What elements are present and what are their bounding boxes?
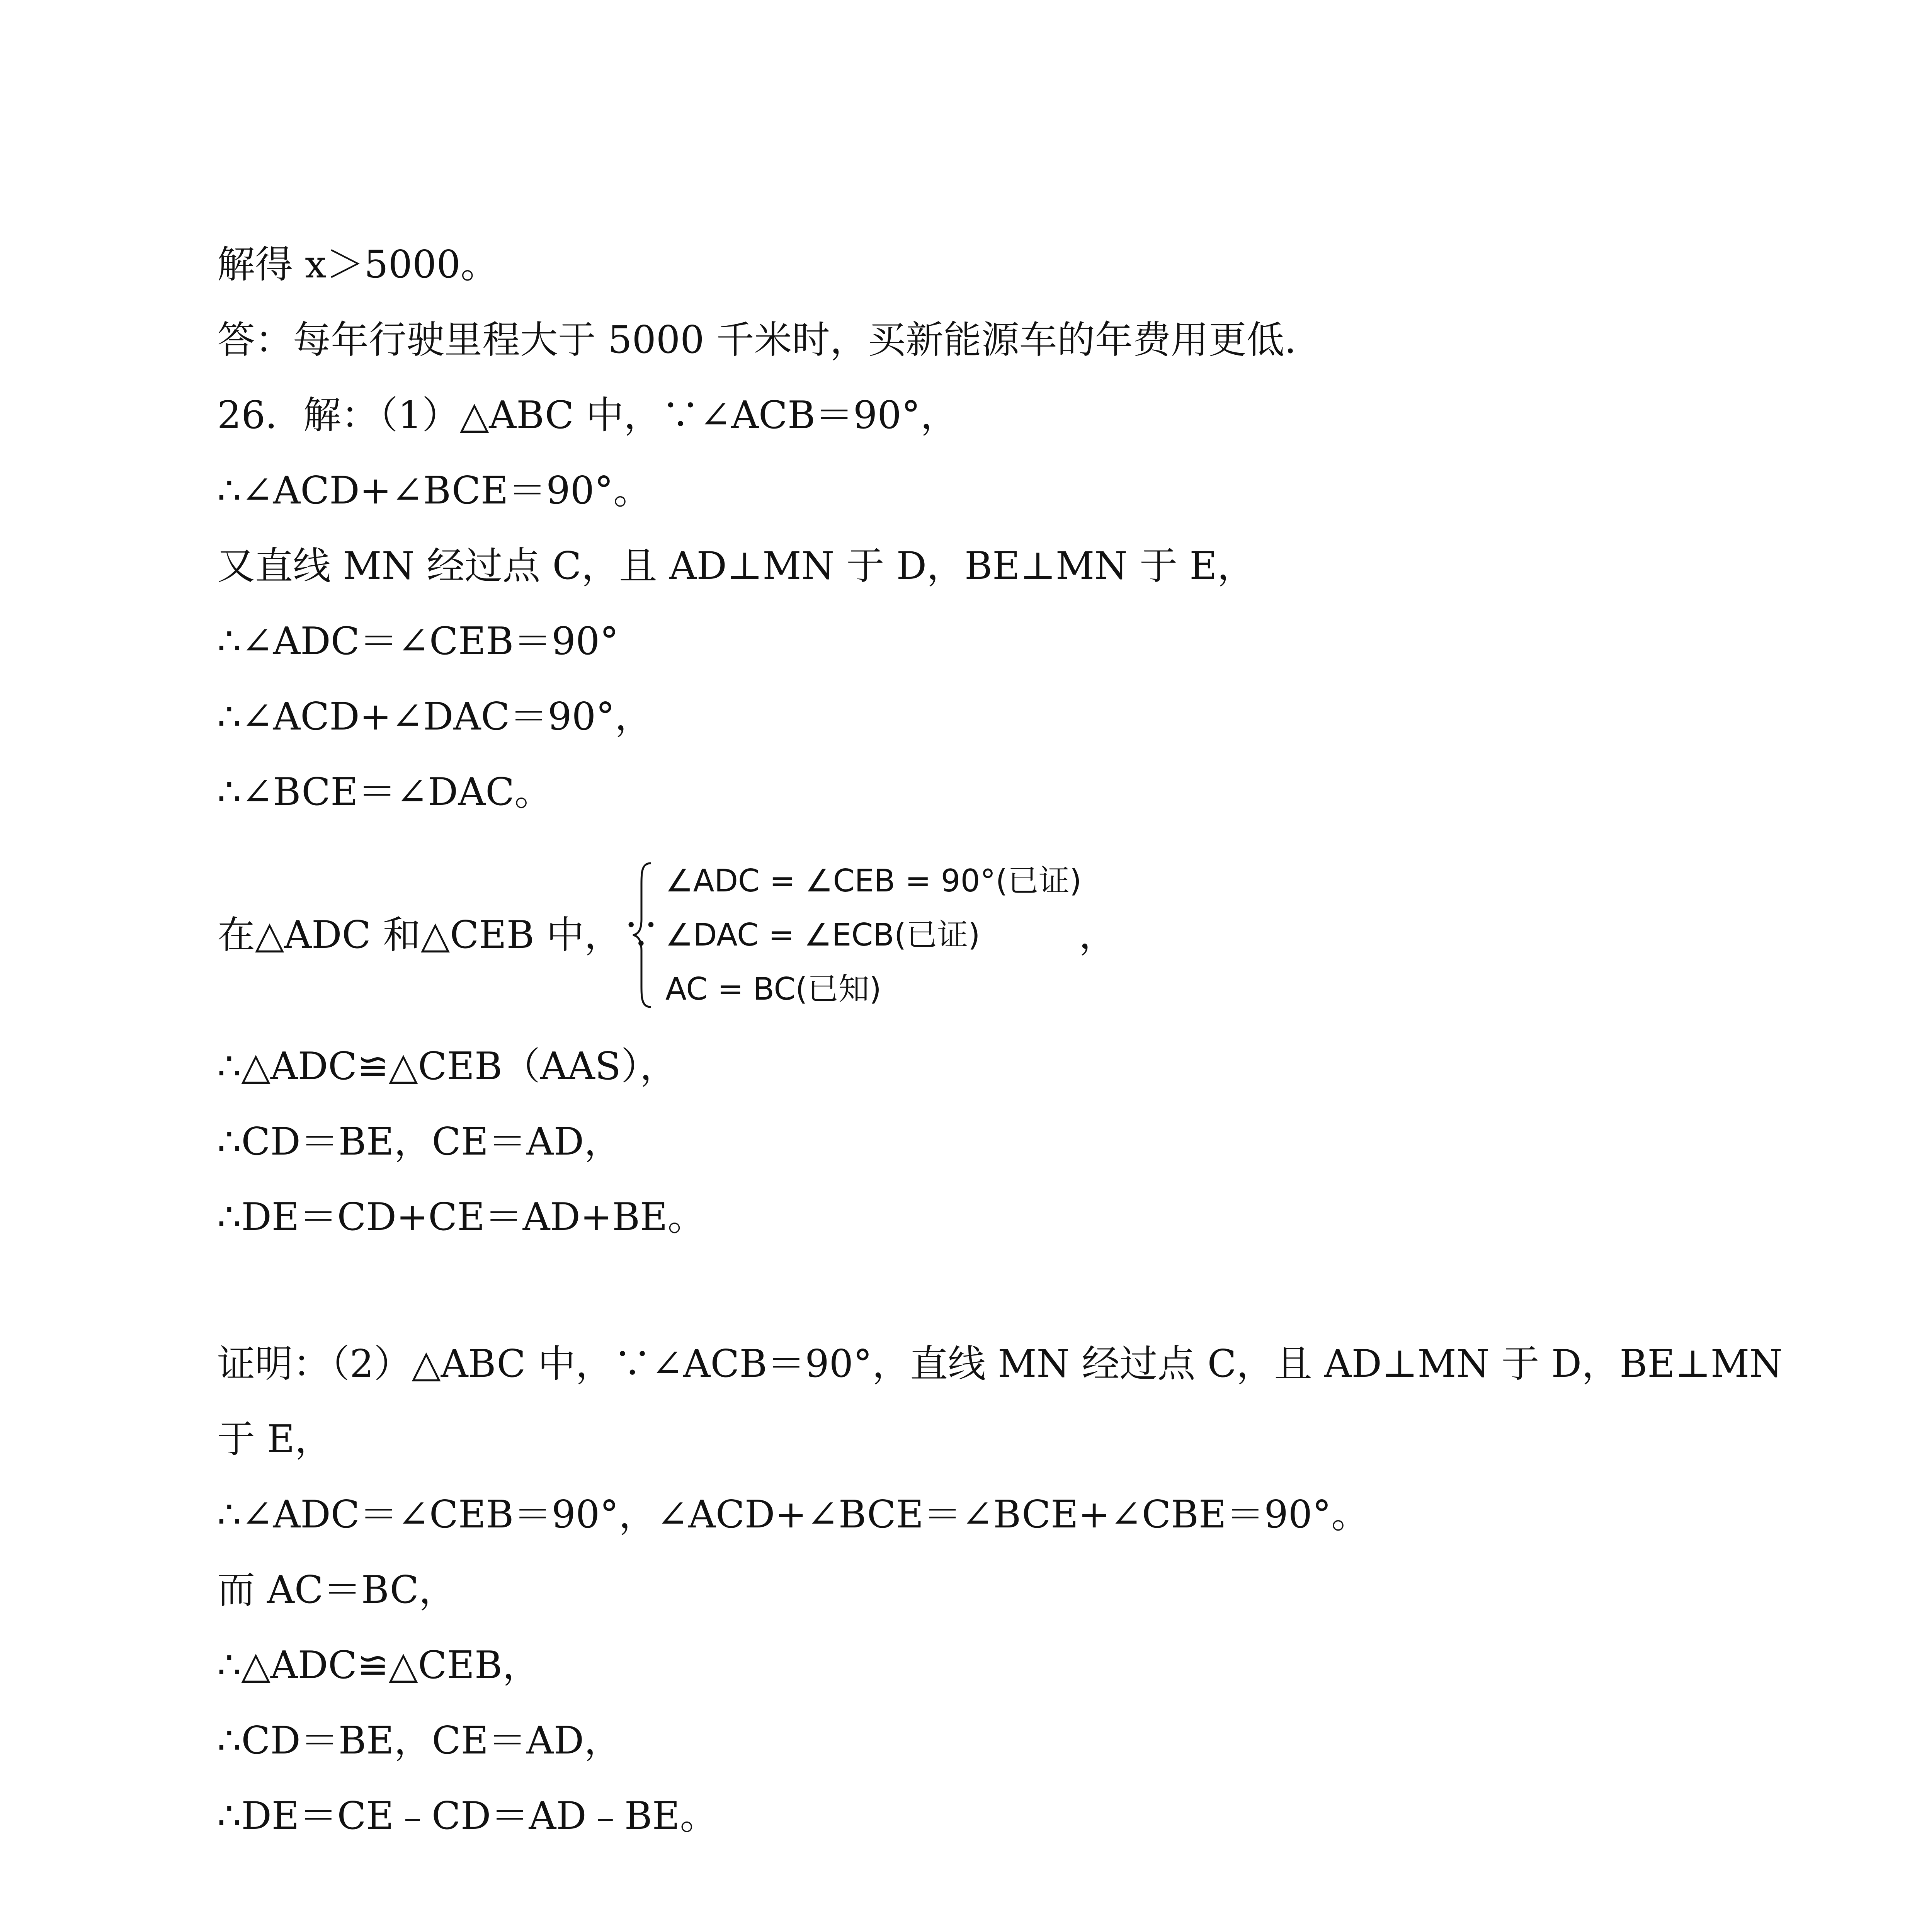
proof-line: ∴DE＝CE﹣CD＝AD﹣BE。 [217,1794,718,1838]
proof-line: ∴∠ADC＝∠CEB＝90° [217,619,619,663]
answer-line: 答：每年行驶里程大于 5000 千米时，买新能源车的年费用更低. [217,318,1296,362]
proof-line: ∴CD＝BE，CE＝AD， [217,1120,622,1164]
proof-line: ∴CD＝BE，CE＝AD， [217,1719,622,1763]
proof-line: ∴∠BCE＝∠DAC。 [217,770,553,814]
proof-line: ∴DE＝CD+CE＝AD+BE。 [217,1195,706,1239]
condition-item: ∠DAC = ∠ECB(已证) [665,917,980,953]
proof-line: ∴∠ACD+∠BCE＝90°。 [217,469,651,513]
problem-26-part1-start: 26．解：（1）△ABC 中，∵∠ACB＝90°， [217,393,958,437]
proof-line: 而 AC＝BC， [217,1568,457,1612]
proof-line: ∴△ADC≌△CEB（AAS）， [217,1044,678,1088]
part2-start: 证明：（2）△ABC 中，∵∠ACB＝90°，直线 MN 经过点 C，且 AD⊥MN 于 D，BE⊥MN [217,1342,1783,1386]
left-brace-icon [631,862,654,1009]
solution-result-line: 解得 x＞5000。 [217,243,498,287]
condition-list [665,854,1082,1016]
proof-line: ∴△ADC≌△CEB， [217,1643,541,1687]
proof-line: ∴∠ADC＝∠CEB＝90°，∠ACD+∠BCE＝∠BCE+∠CBE＝90°。 [217,1493,1369,1537]
proof-line: ∴∠ACD+∠DAC＝90°， [217,695,653,739]
condition-item: ∠ADC = ∠CEB = 90°(已证) [665,863,1082,899]
system-trailing-comma: ， [1079,913,1117,957]
condition-item: AC = BC(已知) [665,971,881,1007]
system-intro: 在△ADC 和△CEB 中，∵ [217,913,660,957]
proof-line: 又直线 MN 经过点 C，且 AD⊥MN 于 D，BE⊥MN 于 E， [217,544,1255,588]
proof-line: 于 E， [217,1417,333,1461]
